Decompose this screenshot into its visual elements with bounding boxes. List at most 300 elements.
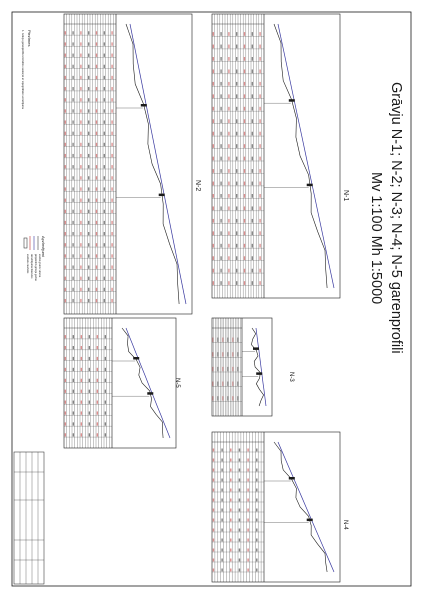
table-cell-value	[221, 539, 222, 542]
profile-label-n5: N-5	[174, 378, 180, 388]
legend-item-3: esošais caurteks	[26, 254, 29, 274]
table-cell-value	[213, 69, 214, 73]
table-cell-value	[72, 65, 73, 68]
table-cell-value	[236, 107, 237, 111]
table-cell-value	[256, 449, 257, 452]
table-cell-value	[73, 411, 74, 414]
table-cell-value	[247, 569, 248, 572]
table-cell-value	[220, 182, 221, 186]
table-cell-value	[111, 132, 112, 135]
legend-item-0: esošā grunts virsma	[38, 254, 41, 278]
ground-surface-line	[122, 328, 163, 438]
design-bottom-line	[278, 442, 334, 572]
table-cell-value	[239, 499, 240, 502]
table-cell-value	[230, 529, 231, 532]
table-cell-value	[230, 449, 231, 452]
table-cell-value	[65, 299, 66, 302]
table-cell-value	[81, 357, 82, 360]
table-cell-value	[81, 346, 82, 349]
table-cell-value	[96, 187, 97, 190]
table-cell-value	[80, 199, 81, 202]
table-cell-value	[89, 335, 90, 338]
table-cell-value	[247, 459, 248, 462]
profile-label-n3: N-3	[288, 372, 294, 382]
legend	[24, 236, 46, 282]
culvert-marker	[141, 104, 147, 107]
table-cell-value	[259, 57, 260, 61]
table-cell-value	[72, 288, 73, 291]
table-cell-value	[239, 479, 240, 482]
table-cell-value	[244, 182, 245, 186]
legend-item-1: projektētā grāvja gultne	[34, 254, 37, 281]
table-cell-value	[111, 98, 112, 101]
table-cell-value	[212, 382, 213, 386]
table-cell-value	[65, 65, 66, 68]
legend-heading: Apzīmējumi	[41, 236, 46, 257]
table-cell-value	[96, 154, 97, 157]
table-cell-value	[88, 109, 89, 112]
table-cell-value	[65, 98, 66, 101]
profile-n1	[212, 14, 340, 298]
table-cell-value	[213, 269, 214, 273]
table-cell-value	[213, 256, 214, 260]
table-cell-value	[221, 559, 222, 562]
table-cell-value	[213, 499, 214, 502]
table-cell-value	[88, 143, 89, 146]
table-cell-value	[230, 549, 231, 552]
table-cell-value	[65, 277, 66, 280]
table-cell-value	[236, 94, 237, 98]
table-cell-value	[213, 107, 214, 111]
table-cell-value	[96, 243, 97, 246]
table-cell-value	[89, 368, 90, 371]
table-cell-value	[65, 42, 66, 45]
table-cell-value	[72, 143, 73, 146]
table-cell-value	[104, 210, 105, 213]
table-cell-value	[259, 107, 260, 111]
table-cell-value	[80, 31, 81, 34]
table-cell-value	[97, 368, 98, 371]
table-cell-value	[65, 254, 66, 257]
table-cell-value	[236, 169, 237, 173]
table-cell-value	[256, 469, 257, 472]
table-cell-value	[220, 219, 221, 223]
table-cell-value	[105, 433, 106, 436]
table-cell-value	[104, 243, 105, 246]
table-cell-value	[213, 231, 214, 235]
table-cell-value	[252, 144, 253, 148]
table-cell-value	[228, 244, 229, 248]
table-cell-value	[217, 396, 218, 400]
table-cell-value	[89, 401, 90, 404]
table-cell-value	[65, 120, 66, 123]
table-cell-value	[217, 382, 218, 386]
table-cell-value	[220, 119, 221, 123]
table-cell-value	[213, 169, 214, 173]
table-cell-value	[111, 277, 112, 280]
table-cell-value	[81, 390, 82, 393]
table-cell-value	[65, 433, 66, 436]
table-cell-value	[256, 539, 257, 542]
title-block	[14, 452, 44, 584]
table-cell-value	[237, 352, 238, 356]
table-cell-value	[227, 338, 228, 342]
table-cell-value	[230, 459, 231, 462]
table-cell-value	[259, 69, 260, 73]
table-cell-value	[80, 109, 81, 112]
table-cell-value	[230, 559, 231, 562]
table-cell-value	[65, 76, 66, 79]
table-cell-value	[213, 539, 214, 542]
table-cell-value	[80, 165, 81, 168]
table-cell-value	[88, 232, 89, 235]
table-cell-value	[65, 154, 66, 157]
table-cell-value	[259, 157, 260, 161]
table-cell-value	[244, 45, 245, 49]
table-cell-value	[212, 367, 213, 371]
table-cell-value	[105, 422, 106, 425]
table-cell-value	[104, 199, 105, 202]
table-cell-value	[228, 69, 229, 73]
table-cell-value	[213, 489, 214, 492]
table-cell-value	[97, 346, 98, 349]
sheet-title: Grāvju N-1; N-2; N-3; N-4; N-5 garenprofili	[388, 82, 404, 354]
culvert-marker	[289, 477, 295, 480]
table-cell-value	[239, 559, 240, 562]
table-cell-value	[228, 231, 229, 235]
table-cell-value	[97, 422, 98, 425]
table-cell-value	[213, 529, 214, 532]
table-cell-value	[65, 187, 66, 190]
table-cell-value	[228, 281, 229, 285]
culvert-marker	[289, 99, 295, 102]
table-cell-value	[65, 199, 66, 202]
table-cell-value	[232, 382, 233, 386]
table-cell-value	[96, 232, 97, 235]
table-cell-value	[105, 379, 106, 382]
table-cell-value	[96, 165, 97, 168]
table-cell-value	[221, 519, 222, 522]
table-cell-value	[256, 509, 257, 512]
table-cell-value	[259, 269, 260, 273]
table-cell-value	[88, 288, 89, 291]
table-cell-value	[213, 32, 214, 36]
design-bottom-line	[278, 24, 334, 288]
table-cell-value	[236, 57, 237, 61]
table-cell-value	[111, 243, 112, 246]
table-cell-value	[105, 335, 106, 338]
table-cell-value	[72, 277, 73, 280]
table-cell-value	[81, 411, 82, 414]
table-cell-value	[228, 269, 229, 273]
table-cell-value	[96, 54, 97, 57]
table-cell-value	[111, 232, 112, 235]
culvert-marker	[253, 347, 259, 350]
table-cell-value	[80, 87, 81, 90]
ground-surface-line	[126, 24, 179, 304]
table-cell-value	[228, 157, 229, 161]
table-cell-value	[220, 281, 221, 285]
table-cell-value	[72, 76, 73, 79]
table-cell-value	[221, 549, 222, 552]
table-cell-value	[244, 206, 245, 210]
table-cell-value	[111, 76, 112, 79]
table-cell-value	[213, 132, 214, 136]
table-cell-value	[88, 132, 89, 135]
table-cell-value	[89, 379, 90, 382]
table-cell-value	[104, 65, 105, 68]
table-cell-value	[89, 433, 90, 436]
table-cell-value	[97, 379, 98, 382]
table-cell-value	[88, 65, 89, 68]
table-cell-value	[213, 219, 214, 223]
table-cell-value	[73, 422, 74, 425]
table-cell-value	[96, 176, 97, 179]
table-cell-value	[73, 401, 74, 404]
table-cell-value	[220, 57, 221, 61]
notes-text: 1. Grāvju garenprofils izstrādāts saskaņā ar topogrāfisko uzmērījumu	[21, 30, 24, 110]
table-cell-value	[65, 357, 66, 360]
table-cell-value	[212, 338, 213, 342]
table-cell-value	[259, 231, 260, 235]
table-cell-value	[104, 109, 105, 112]
table-cell-value	[244, 219, 245, 223]
table-cell-value	[104, 232, 105, 235]
table-cell-value	[111, 42, 112, 45]
table-cell-value	[239, 519, 240, 522]
table-cell-value	[244, 194, 245, 198]
table-cell-value	[236, 32, 237, 36]
table-cell-value	[111, 165, 112, 168]
table-cell-value	[104, 54, 105, 57]
table-cell-value	[236, 157, 237, 161]
table-cell-value	[230, 569, 231, 572]
table-cell-value	[111, 265, 112, 268]
table-cell-value	[96, 254, 97, 257]
table-cell-value	[228, 82, 229, 86]
table-cell-value	[252, 82, 253, 86]
table-cell-value	[72, 265, 73, 268]
table-cell-value	[88, 31, 89, 34]
table-cell-value	[227, 352, 228, 356]
table-cell-value	[72, 199, 73, 202]
table-cell-value	[73, 346, 74, 349]
table-cell-value	[104, 221, 105, 224]
table-cell-value	[227, 382, 228, 386]
table-cell-value	[220, 194, 221, 198]
table-cell-value	[252, 157, 253, 161]
table-cell-value	[96, 288, 97, 291]
table-cell-value	[65, 87, 66, 90]
table-cell-value	[80, 42, 81, 45]
table-cell-value	[65, 335, 66, 338]
design-bottom-line	[130, 24, 186, 304]
table-cell-value	[111, 143, 112, 146]
table-cell-value	[111, 187, 112, 190]
table-cell-value	[239, 459, 240, 462]
table-cell-value	[228, 45, 229, 49]
culvert-marker	[147, 392, 153, 395]
table-cell-value	[237, 338, 238, 342]
ground-surface-line	[274, 24, 327, 288]
table-cell-value	[259, 281, 260, 285]
table-cell-value	[252, 206, 253, 210]
table-cell-value	[221, 529, 222, 532]
table-cell-value	[232, 396, 233, 400]
table-cell-value	[97, 357, 98, 360]
table-cell-value	[213, 57, 214, 61]
table-cell-value	[80, 120, 81, 123]
table-cell-value	[244, 244, 245, 248]
table-cell-value	[220, 144, 221, 148]
table-cell-value	[247, 539, 248, 542]
table-cell-value	[104, 277, 105, 280]
table-cell-value	[220, 169, 221, 173]
culvert-marker	[159, 194, 165, 197]
table-cell-value	[213, 559, 214, 562]
table-cell-value	[212, 352, 213, 356]
design-bottom-line	[256, 328, 266, 406]
table-cell-value	[65, 288, 66, 291]
table-cell-value	[236, 45, 237, 49]
table-cell-value	[104, 288, 105, 291]
table-cell-value	[80, 299, 81, 302]
table-cell-value	[247, 499, 248, 502]
table-cell-value	[222, 352, 223, 356]
table-cell-value	[88, 199, 89, 202]
table-cell-value	[72, 232, 73, 235]
profile-label-n2: N-2	[194, 180, 201, 192]
table-cell-value	[230, 479, 231, 482]
culvert-marker	[307, 184, 313, 187]
table-cell-value	[256, 519, 257, 522]
table-cell-value	[239, 539, 240, 542]
table-cell-value	[228, 132, 229, 136]
table-cell-value	[227, 367, 228, 371]
table-cell-value	[256, 479, 257, 482]
table-cell-value	[244, 94, 245, 98]
table-cell-value	[213, 449, 214, 452]
table-cell-value	[244, 169, 245, 173]
table-cell-value	[213, 94, 214, 98]
table-cell-value	[228, 194, 229, 198]
table-cell-value	[213, 569, 214, 572]
table-cell-value	[65, 401, 66, 404]
table-cell-value	[80, 76, 81, 79]
table-cell-value	[232, 338, 233, 342]
table-cell-value	[259, 182, 260, 186]
table-cell-value	[72, 120, 73, 123]
table-cell-value	[88, 76, 89, 79]
table-cell-value	[221, 469, 222, 472]
table-cell-value	[104, 120, 105, 123]
table-cell-value	[97, 411, 98, 414]
table-cell-value	[65, 176, 66, 179]
table-cell-value	[81, 401, 82, 404]
table-cell-value	[104, 98, 105, 101]
table-cell-value	[89, 357, 90, 360]
table-cell-value	[96, 210, 97, 213]
profile-label-n4: N-4	[342, 520, 348, 530]
table-cell-value	[252, 269, 253, 273]
table-cell-value	[256, 549, 257, 552]
table-cell-value	[244, 57, 245, 61]
profile-n4	[212, 432, 340, 582]
table-cell-value	[252, 194, 253, 198]
table-cell-value	[259, 94, 260, 98]
table-cell-value	[72, 42, 73, 45]
table-cell-value	[247, 479, 248, 482]
table-cell-value	[111, 288, 112, 291]
table-cell-value	[65, 210, 66, 213]
table-cell-value	[65, 221, 66, 224]
table-cell-value	[104, 143, 105, 146]
table-cell-value	[104, 132, 105, 135]
table-cell-value	[221, 459, 222, 462]
table-cell-value	[244, 281, 245, 285]
table-cell-value	[72, 210, 73, 213]
table-cell-value	[237, 382, 238, 386]
table-cell-value	[97, 335, 98, 338]
table-cell-value	[222, 367, 223, 371]
table-cell-value	[244, 256, 245, 260]
table-cell-value	[221, 479, 222, 482]
table-cell-value	[72, 176, 73, 179]
design-bottom-line	[126, 328, 170, 438]
table-cell-value	[88, 221, 89, 224]
table-cell-value	[111, 120, 112, 123]
table-cell-value	[96, 199, 97, 202]
table-cell-value	[72, 109, 73, 112]
table-cell-value	[244, 231, 245, 235]
table-cell-value	[244, 119, 245, 123]
table-cell-value	[80, 65, 81, 68]
table-cell-value	[244, 107, 245, 111]
table-cell-value	[236, 182, 237, 186]
table-cell-value	[220, 132, 221, 136]
table-cell-value	[81, 422, 82, 425]
table-cell-value	[96, 98, 97, 101]
table-cell-value	[247, 549, 248, 552]
table-cell-value	[65, 422, 66, 425]
table-cell-value	[239, 469, 240, 472]
table-cell-value	[217, 338, 218, 342]
table-cell-value	[105, 368, 106, 371]
table-cell-value	[88, 254, 89, 257]
table-cell-value	[239, 529, 240, 532]
table-cell-value	[220, 107, 221, 111]
table-cell-value	[252, 244, 253, 248]
table-cell-value	[247, 519, 248, 522]
table-cell-value	[230, 489, 231, 492]
sheet-scale: Mv 1:100 Mh 1:5000	[368, 172, 384, 305]
table-cell-value	[111, 254, 112, 257]
table-cell-value	[227, 396, 228, 400]
table-cell-value	[96, 143, 97, 146]
table-cell-value	[230, 539, 231, 542]
table-cell-value	[256, 559, 257, 562]
table-cell-value	[80, 143, 81, 146]
table-cell-value	[65, 165, 66, 168]
table-cell-value	[104, 87, 105, 90]
notes-heading: Piezīmes	[27, 30, 32, 47]
culvert-marker	[133, 357, 139, 360]
table-cell-value	[105, 411, 106, 414]
table-cell-value	[247, 509, 248, 512]
table-cell-value	[230, 519, 231, 522]
table-cell-value	[236, 244, 237, 248]
table-cell-value	[88, 210, 89, 213]
